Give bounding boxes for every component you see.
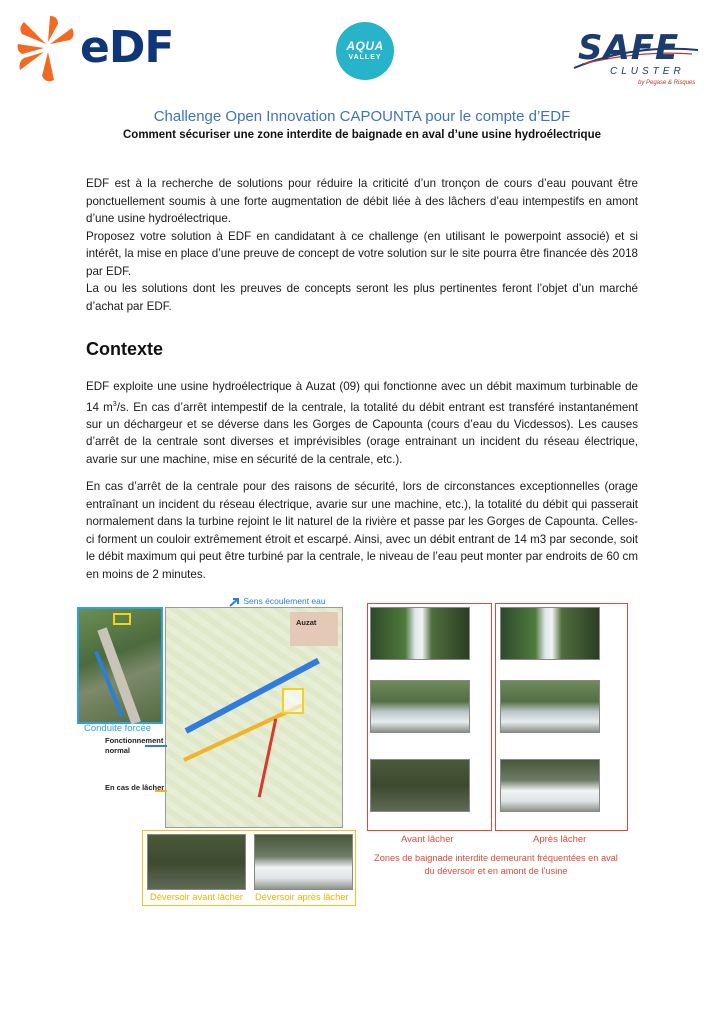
contexte-p1-part-a: EDF exploite une usine hydroélectrique à Auzat (09) qui fonctionne avec un débit maximum turbinable de 14 m bbox=[86, 380, 638, 414]
intro-paragraph-1: EDF est à la recherche de solutions pour réduire la criticité d’un tronçon de cours d’eau pouvant être ponctuellement soumis à une forte augmentation de débit liée à des lâchers d’eau intempestifs en amont d’une usine hydroélectrique. bbox=[86, 177, 638, 225]
aqua-logo-text: AQUA bbox=[346, 39, 384, 53]
waterfall-before-photo bbox=[370, 607, 470, 660]
normal-operation-label: Fonctionnement normal bbox=[105, 736, 164, 755]
aqua-valley-logo bbox=[336, 22, 394, 80]
map-discharge-line bbox=[258, 719, 278, 798]
intro-paragraph-2: Proposez votre solution à EDF en candidatant à ce challenge (en utilisant le powerpoint associé) et si intérêt, la mise en place d’une preuve de concept de votre solution sur le site pourra être financée dès 2018 par EDF. bbox=[86, 229, 638, 278]
aqua-logo-sub: VALLEY bbox=[348, 54, 382, 61]
page-subtitle: Comment sécuriser une zone interdite de baignade en aval d’une usine hydroélectrique bbox=[122, 129, 601, 141]
flow-arrow-icon bbox=[229, 597, 241, 607]
intro-paragraph-3: La ou les solutions dont les preuves de concepts seront les plus pertinentes feront l’objet d’un marché d’achat par EDF. bbox=[86, 282, 638, 313]
conduite-photo bbox=[77, 607, 163, 724]
map-town-label: Auzat bbox=[296, 618, 317, 627]
page-title: Challenge Open Innovation CAPOUNTA pour le compte d’EDF bbox=[153, 108, 571, 125]
edf-spark-icon bbox=[14, 14, 78, 86]
spillway-after-photo bbox=[254, 834, 353, 890]
after-release-caption: Après lâcher bbox=[533, 834, 587, 845]
edf-logo-text: eDF bbox=[80, 22, 174, 73]
safe-logo-text: SAFE bbox=[578, 28, 680, 68]
edf-logo bbox=[14, 14, 189, 86]
contexte-paragraph-2: En cas d’arrêt de la centrale pour des raisons de sécurité, lors de circonstances exceptionnelles (orage entraînant un incident du réseau électrique, avarie sur une machine, etc.), la totalité du débit qui passerait normalement dans la turbine rejoint le lit naturel de la rivière et passe par les Gorges de Capounta. Celles-ci forment un couloir extrêmement étroit et escarpé. Ainsi, avec un débit entrant de 14 m3 par seconde, soit le débit maximum qui peut être turbiné par la centrale, le niveau de l’eau peut monter par endroits de 60 cm en moins de 2 minutes. bbox=[86, 480, 638, 581]
conduite-caption: Conduite forcée bbox=[84, 723, 152, 734]
normal-operation-pointer bbox=[145, 742, 167, 750]
contexte-p1-part-b: /s. En cas d’arrêt intempestif de la centrale, la totalité du débit entrant est transféré instantanément sur un déchargeur et se déverse dans les Gorges de Capounta (cours d’eau du Vicdessos). Les causes d’arrêt de la centrale sont diverses et imprévisibles (orage entrainant un incident du réseau électrique, avarie sur une machine, mise en sécurité de la centrale, etc.). bbox=[86, 400, 638, 466]
intro-section bbox=[86, 175, 638, 315]
spillway-before-caption: Déversoir avant lâcher bbox=[150, 892, 244, 902]
junction-after-photo bbox=[500, 759, 600, 812]
before-release-caption: Avant lâcher bbox=[401, 834, 454, 845]
bathing-zones-caption: Zones de baignade interdite demeurant fréquentées en aval du déversoir et en amont de l’usine bbox=[374, 853, 618, 876]
release-pointer bbox=[155, 787, 167, 795]
contexte-p1-sup: 3 bbox=[112, 400, 117, 408]
river-after-photo bbox=[500, 680, 600, 733]
contexte-paragraph-1 bbox=[86, 378, 638, 468]
contexte-heading: Contexte bbox=[86, 339, 164, 359]
junction-before-photo bbox=[370, 759, 470, 812]
spillway-before-photo bbox=[147, 834, 246, 890]
topographic-map bbox=[165, 607, 343, 828]
safe-cluster-text: CLUSTER bbox=[610, 66, 685, 77]
safe-sub-text: by Pegase & Risques bbox=[638, 80, 696, 86]
release-label: En cas de lâcher bbox=[105, 783, 165, 792]
spillway-after-caption: Déversoir après lâcher bbox=[255, 892, 349, 902]
safe-cluster-logo bbox=[572, 24, 700, 90]
waterfall-after-photo bbox=[500, 607, 600, 660]
photo-marker bbox=[113, 613, 131, 625]
flow-direction-text: Sens écoulement eau bbox=[243, 596, 326, 606]
map-plant-marker bbox=[282, 688, 304, 714]
river-before-photo bbox=[370, 680, 470, 733]
flow-direction-label bbox=[229, 596, 326, 607]
